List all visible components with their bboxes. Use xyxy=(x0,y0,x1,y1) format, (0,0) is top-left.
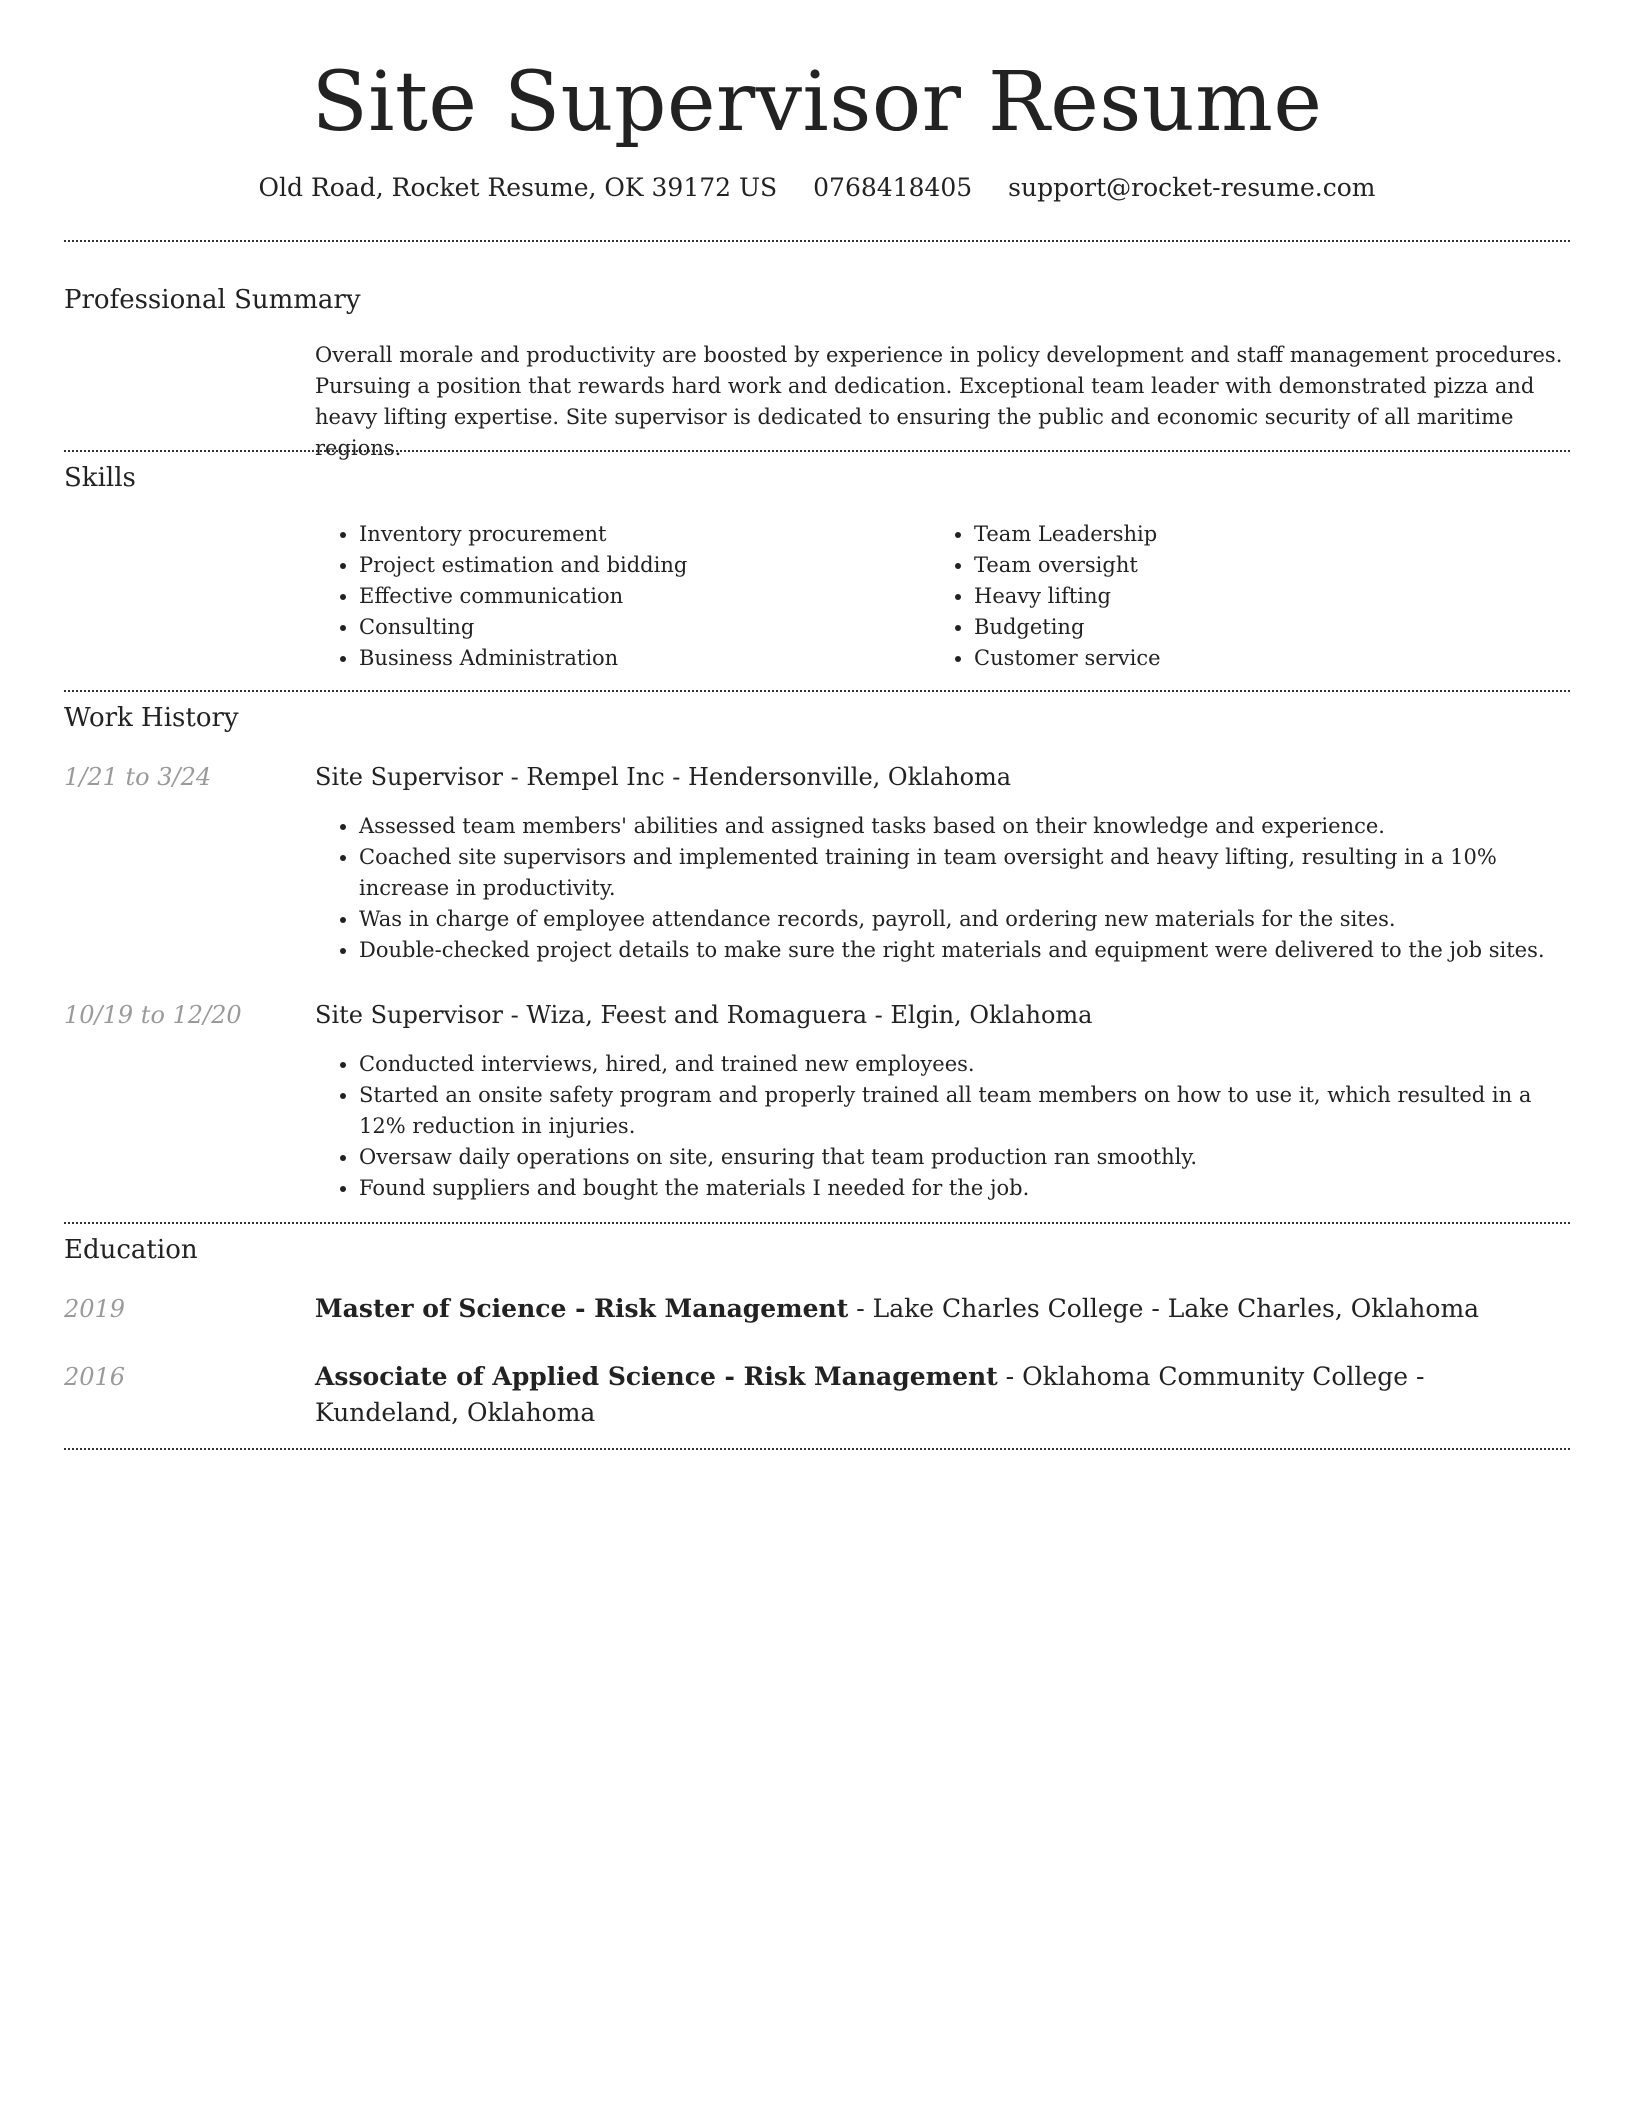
skill-item: • Budgeting xyxy=(974,612,1534,643)
education-entry xyxy=(315,1359,1495,1431)
job-dates: 1/21 to 3/24 xyxy=(64,763,212,791)
divider xyxy=(64,240,1570,242)
divider xyxy=(64,690,1570,692)
skills-list-right xyxy=(930,519,1534,674)
contact-address: Old Road, Rocket Resume, OK 39172 US xyxy=(258,173,778,202)
job-dates: 10/19 to 12/20 xyxy=(64,1001,242,1029)
job-bullet: • Double-checked project details to make sure the right materials and equipment were delivered to the job sites. xyxy=(359,935,1570,966)
education-entry xyxy=(315,1291,1495,1327)
divider xyxy=(64,1448,1570,1450)
skill-item: • Team Leadership xyxy=(974,519,1534,550)
job-details: - Rempel Inc - Hendersonville, Oklahoma xyxy=(503,763,1012,791)
education-year: 2016 xyxy=(64,1363,126,1391)
education-details: - Oklahoma Community College - Kundeland, Oklahoma xyxy=(315,1362,1425,1427)
section-title-education: Education xyxy=(64,1235,198,1265)
education-year: 2019 xyxy=(64,1295,126,1323)
job-heading xyxy=(315,997,1093,1033)
skill-item: • Consulting xyxy=(359,612,919,643)
skill-item: • Effective communication xyxy=(359,581,919,612)
section-title-summary: Professional Summary xyxy=(64,285,361,315)
job-bullets xyxy=(315,1049,1570,1204)
job-bullet: • Was in charge of employee attendance records, payroll, and ordering new materials for the sites. xyxy=(359,904,1570,935)
education-degree: Associate of Applied Science - Risk Management xyxy=(315,1362,998,1391)
skill-item: • Customer service xyxy=(974,643,1534,674)
job-role: Site Supervisor xyxy=(315,763,504,791)
resume-title: Site Supervisor Resume xyxy=(311,55,1323,150)
contact-phone: 0768418405 xyxy=(813,173,973,202)
job-details: - Wiza, Feest and Romaguera - Elgin, Oklahoma xyxy=(503,1001,1093,1029)
skill-item: • Project estimation and bidding xyxy=(359,550,919,581)
skill-item: • Business Administration xyxy=(359,643,919,674)
job-bullet: • Assessed team members' abilities and assigned tasks based on their knowledge and experience. xyxy=(359,811,1570,842)
section-title-skills: Skills xyxy=(64,463,136,493)
job-bullet: • Conducted interviews, hired, and trained new employees. xyxy=(359,1049,1570,1080)
job-bullet: • Coached site supervisors and implemented training in team oversight and heavy lifting, resulting in a 10% increase in productivity. xyxy=(359,842,1570,904)
section-title-work: Work History xyxy=(64,703,239,733)
education-details: - Lake Charles College - Lake Charles, Oklahoma xyxy=(848,1294,1480,1323)
job-bullets xyxy=(315,811,1570,966)
job-bullet: • Started an onsite safety program and properly trained all team members on how to use it, which resulted in a 12% reduction in injuries. xyxy=(359,1080,1570,1142)
skill-item: • Heavy lifting xyxy=(974,581,1534,612)
job-heading xyxy=(315,759,1011,795)
skill-item: • Inventory procurement xyxy=(359,519,919,550)
contact-email: support@rocket-resume.com xyxy=(1008,173,1376,202)
divider xyxy=(64,1222,1570,1224)
skills-list-left xyxy=(315,519,919,674)
divider xyxy=(64,450,1570,452)
job-role: Site Supervisor xyxy=(315,1001,504,1029)
summary-text: Overall morale and productivity are boosted by experience in policy development and staff management procedures. Pursuing a position that rewards hard work and dedication. Exceptional team leader with demonstrated pizza and heavy lifting expertise. Site supervisor is dedicated to ensuring the public and economic security of all maritime regions. xyxy=(315,343,1563,460)
job-bullet: • Oversaw daily operations on site, ensuring that team production ran smoothly. xyxy=(359,1142,1570,1173)
job-bullet: • Found suppliers and bought the materials I needed for the job. xyxy=(359,1173,1570,1204)
skill-item: • Team oversight xyxy=(974,550,1534,581)
contact-line xyxy=(64,170,1570,206)
education-degree: Master of Science - Risk Management xyxy=(315,1294,849,1323)
